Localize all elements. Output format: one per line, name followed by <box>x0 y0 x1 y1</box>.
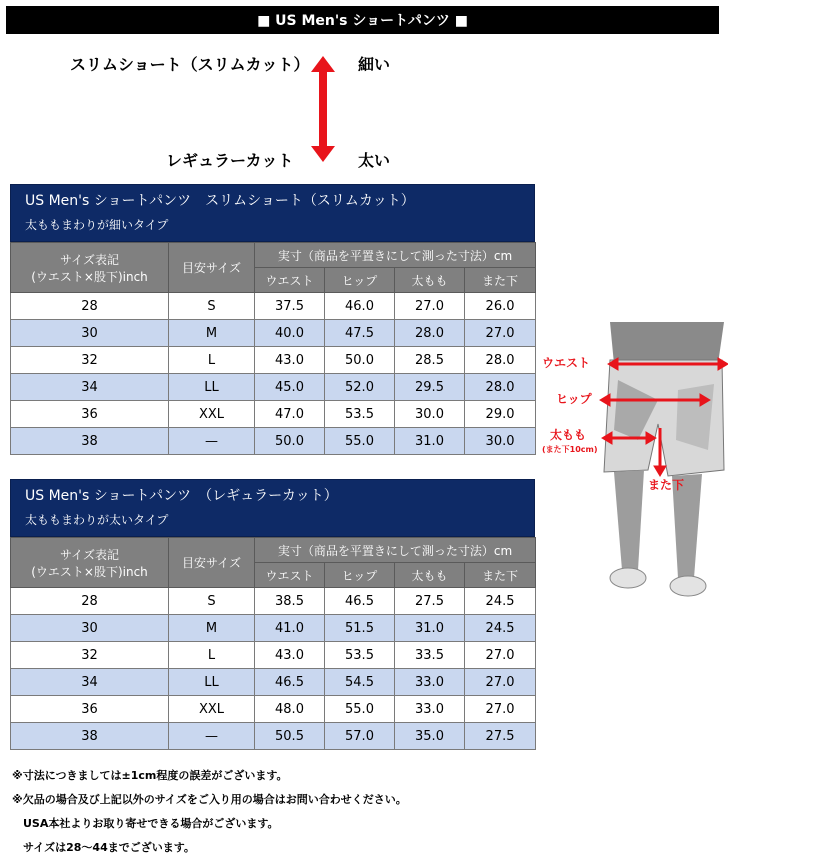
hip-figure-label: ヒップ <box>556 392 592 406</box>
table-cell: 24.5 <box>465 615 536 642</box>
thigh-header: 太もも <box>395 268 465 293</box>
table-cell: 33.0 <box>395 669 465 696</box>
note-line: USA本社よりお取り寄せできる場合がございます。 <box>12 817 279 830</box>
table-cell: 28 <box>11 293 169 320</box>
regular-size-table <box>10 479 535 750</box>
table-cell: 28.0 <box>465 347 536 374</box>
table-cell: 31.0 <box>395 615 465 642</box>
size-table <box>10 242 536 455</box>
table-cell: 51.5 <box>325 615 395 642</box>
table-cell: — <box>169 428 255 455</box>
table-cell: 38 <box>11 428 169 455</box>
table-cell: 45.0 <box>255 374 325 401</box>
table-cell: 30.0 <box>465 428 536 455</box>
table-cell: 47.0 <box>255 401 325 428</box>
table-cell: 37.5 <box>255 293 325 320</box>
table-cell: 53.5 <box>325 642 395 669</box>
table-cell: 57.0 <box>325 723 395 750</box>
table-cell: 27.0 <box>395 293 465 320</box>
note-line: サイズは28～44までございます。 <box>12 841 195 854</box>
table-cell: 33.0 <box>395 696 465 723</box>
regular-cut-label: レギュラーカット <box>166 151 294 170</box>
table-cell: 32 <box>11 642 169 669</box>
table-cell: 48.0 <box>255 696 325 723</box>
table-cell: M <box>169 615 255 642</box>
table-row <box>11 588 536 615</box>
table-cell: 41.0 <box>255 615 325 642</box>
table-cell: 35.0 <box>395 723 465 750</box>
table-header <box>10 184 535 242</box>
table-cell: LL <box>169 374 255 401</box>
size-table <box>10 537 536 750</box>
table-row <box>11 723 536 750</box>
table-cell: 46.5 <box>255 669 325 696</box>
hip-header: ヒップ <box>325 563 395 588</box>
table-cell: 32 <box>11 347 169 374</box>
table-cell: 26.0 <box>465 293 536 320</box>
table-row <box>11 696 536 723</box>
table-cell: S <box>169 588 255 615</box>
table-cell: 28.0 <box>465 374 536 401</box>
table-row <box>11 615 536 642</box>
table-cell: 30 <box>11 615 169 642</box>
thigh-note-figure-label: (また下10cm) <box>542 445 598 454</box>
table-cell: 27.0 <box>465 696 536 723</box>
table-cell: 24.5 <box>465 588 536 615</box>
table-cell: 36 <box>11 401 169 428</box>
table-cell: L <box>169 347 255 374</box>
table-cell: 28.5 <box>395 347 465 374</box>
hip-header: ヒップ <box>325 268 395 293</box>
table-cell: 43.0 <box>255 642 325 669</box>
fit-scale-arrow-icon <box>310 56 336 162</box>
table-cell: 30.0 <box>395 401 465 428</box>
table-row <box>11 320 536 347</box>
table-cell: 28.0 <box>395 320 465 347</box>
thin-label: 細い <box>358 55 391 74</box>
waist-header: ウエスト <box>255 563 325 588</box>
table-cell: 36 <box>11 696 169 723</box>
table-row <box>11 669 536 696</box>
size-column-header: サイズ表記 (ウエスト×股下)inch <box>11 243 169 293</box>
table-cell: 55.0 <box>325 696 395 723</box>
table-title: US Men's ショートパンツ （レギュラーカット） <box>25 488 338 504</box>
table-cell: XXL <box>169 696 255 723</box>
table-cell: 27.0 <box>465 642 536 669</box>
table-cell: 27.0 <box>465 669 536 696</box>
table-cell: 54.5 <box>325 669 395 696</box>
measurement-group-header: 実寸（商品を平置きにして測った寸法）cm <box>255 538 536 563</box>
table-cell: 55.0 <box>325 428 395 455</box>
table-cell: 30 <box>11 320 169 347</box>
waist-figure-label: ウエスト <box>542 356 591 370</box>
table-cell: XXL <box>169 401 255 428</box>
table-row <box>11 293 536 320</box>
table-cell: — <box>169 723 255 750</box>
page-banner: ■ US Men's ショートパンツ ■ <box>6 6 719 34</box>
table-row <box>11 401 536 428</box>
table-cell: 27.0 <box>465 320 536 347</box>
slim-size-table <box>10 184 535 455</box>
size-column-header: サイズ表記 (ウエスト×股下)inch <box>11 538 169 588</box>
slim-cut-label: スリムショート（スリムカット） <box>70 55 310 74</box>
table-cell: 47.5 <box>325 320 395 347</box>
table-cell: 46.5 <box>325 588 395 615</box>
table-subtitle: 太ももまわりが細いタイプ <box>25 218 169 232</box>
table-cell: S <box>169 293 255 320</box>
table-cell: 50.5 <box>255 723 325 750</box>
table-cell: 46.0 <box>325 293 395 320</box>
table-cell: 28 <box>11 588 169 615</box>
table-subtitle: 太ももまわりが太いタイプ <box>25 513 169 527</box>
footnotes <box>12 764 407 860</box>
table-cell: 38.5 <box>255 588 325 615</box>
note-line: ※欠品の場合及び上記以外のサイズをご入り用の場合はお問い合わせください。 <box>12 793 407 806</box>
note-line: ※寸法につきましては±1cm程度の誤差がございます。 <box>12 769 288 782</box>
table-cell: 29.0 <box>465 401 536 428</box>
table-cell: 43.0 <box>255 347 325 374</box>
table-cell: 27.5 <box>465 723 536 750</box>
table-header <box>10 479 535 537</box>
table-cell: 34 <box>11 374 169 401</box>
table-cell: 53.5 <box>325 401 395 428</box>
table-cell: 29.5 <box>395 374 465 401</box>
table-row <box>11 347 536 374</box>
thick-label: 太い <box>358 151 391 170</box>
table-title: US Men's ショートパンツ スリムショート（スリムカット） <box>25 193 415 209</box>
inseam-header: また下 <box>465 268 536 293</box>
thigh-figure-label: 太もも <box>550 428 587 442</box>
table-row <box>11 374 536 401</box>
guide-size-header: 目安サイズ <box>169 538 255 588</box>
table-cell: 31.0 <box>395 428 465 455</box>
inseam-header: また下 <box>465 563 536 588</box>
measurement-group-header: 実寸（商品を平置きにして測った寸法）cm <box>255 243 536 268</box>
inseam-figure-label: また下 <box>648 478 685 492</box>
measurement-figure <box>538 320 728 602</box>
table-cell: L <box>169 642 255 669</box>
table-cell: 52.0 <box>325 374 395 401</box>
table-row <box>11 642 536 669</box>
table-cell: M <box>169 320 255 347</box>
table-cell: 33.5 <box>395 642 465 669</box>
table-cell: 40.0 <box>255 320 325 347</box>
guide-size-header: 目安サイズ <box>169 243 255 293</box>
waist-header: ウエスト <box>255 268 325 293</box>
table-cell: LL <box>169 669 255 696</box>
table-cell: 34 <box>11 669 169 696</box>
table-cell: 50.0 <box>255 428 325 455</box>
table-cell: 27.5 <box>395 588 465 615</box>
table-row <box>11 428 536 455</box>
table-cell: 50.0 <box>325 347 395 374</box>
table-cell: 38 <box>11 723 169 750</box>
thigh-header: 太もも <box>395 563 465 588</box>
